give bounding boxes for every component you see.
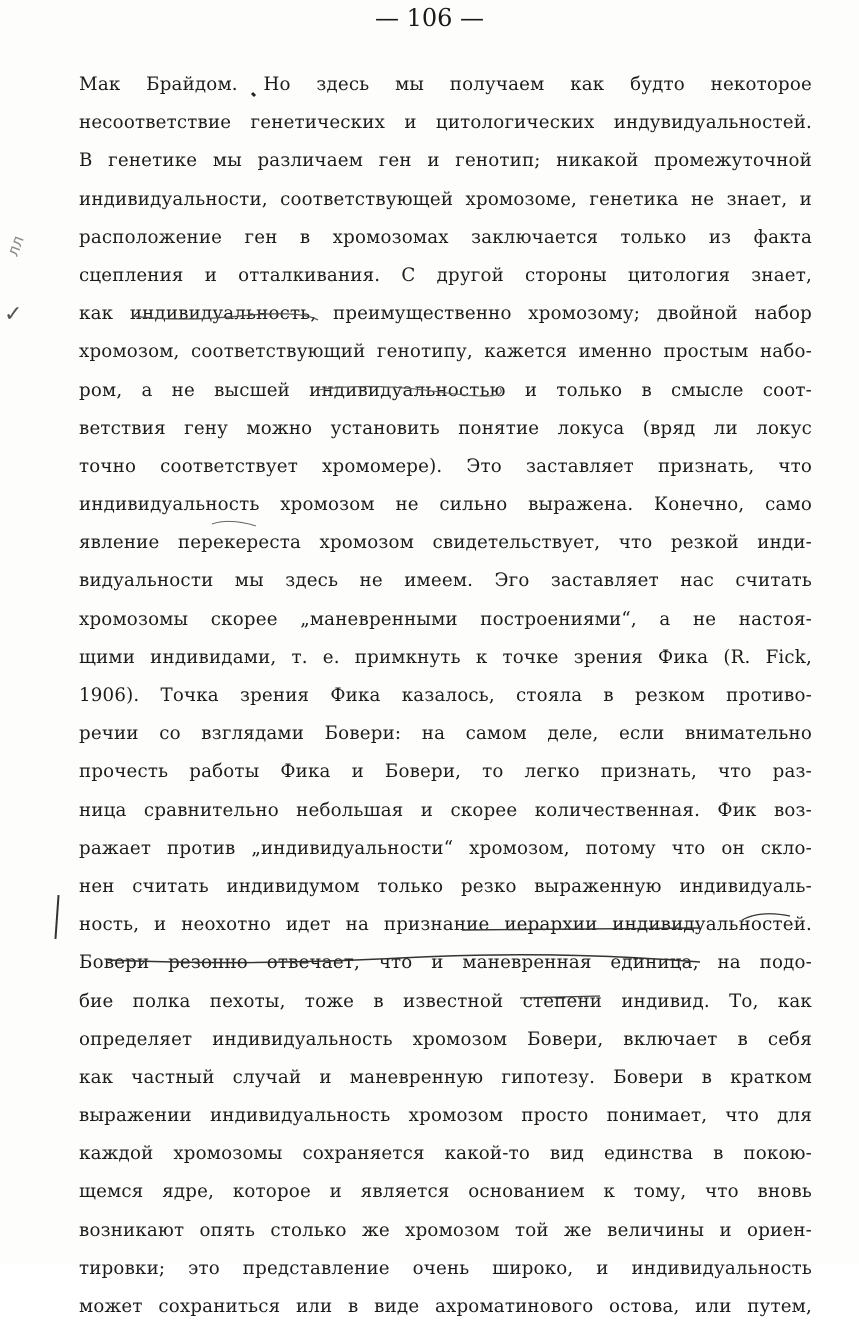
margin-bar-mark — [54, 895, 59, 939]
text-line: бие полка пехоты, тоже в известной степени индивид. То, как — [79, 990, 812, 1012]
text-line: В генетике мы различаем ген и генотип; никакой промежуточной — [79, 150, 812, 172]
margin-checkmark: ✓ — [4, 302, 23, 327]
text-line: Бовери резонно отвечает, что и маневренная единица, на подо- — [79, 952, 812, 974]
text-line: как частный случай и маневренную гипотезу. Бовери в кратком — [79, 1066, 812, 1088]
text-line: 1906). Точка зрения Фика казалось, стояла в резком противо- — [79, 685, 812, 706]
text-line: ность, и неохотно идет на признание иерархии индивидуальностей. — [79, 914, 812, 936]
text-line: нен считать индивидумом только резко выраженную индивидуаль- — [79, 875, 812, 897]
text-line: ром, а не высшей индивидуальностью и только в смысле соот- — [79, 379, 812, 401]
page-number: — 106 — — [374, 4, 485, 32]
text-line: выражении индивидуальность хромозом просто понимает, что для — [79, 1105, 812, 1127]
text-line: сцепления и отталкивания. С другой стороны цитология знает, — [79, 264, 812, 286]
body-text — [79, 66, 812, 1326]
text-line: возникают опять столько же хромозом той же величины и ориен- — [79, 1219, 812, 1241]
text-line: несоответствие генетических и цитологических индувидуальностей. — [79, 112, 812, 134]
text-line: щими индивидами, т. е. примкнуть к точке зрения Фика (R. Fick, — [79, 646, 812, 668]
text-line: Мак Брайдом. Но здесь мы получаем как будто некоторое — [79, 74, 812, 95]
text-line: прочесть работы Фика и Бовери, то легко признать, что раз- — [79, 761, 812, 783]
text-line: может сохраниться или в виде ахроматинового остова, или путем, — [79, 1296, 812, 1317]
text-line: речии со взглядами Бовери: на самом деле, если внимательно — [79, 723, 812, 745]
text-line: явление перекереста хромозом свидетельствует, что резкой инди- — [79, 532, 812, 554]
text-line: хромозом, соответствующий генотипу, кажется именно простым набо- — [79, 341, 812, 363]
text-line: видуальности мы здесь не имеем. Эго заставляет нас считать — [79, 570, 812, 592]
text-line: щемся ядре, которое и является основанием к тому, что вновь — [79, 1181, 812, 1203]
text-line: как индивидуальность, преимущественно хромозому; двойной набор — [79, 303, 812, 325]
text-line: ражает против „индивидуальности“ хромозом, потому что он скло- — [79, 837, 812, 859]
text-line: хромозомы скорее „маневренными построениями“, а не настоя- — [79, 608, 812, 630]
text-line: расположение ген в хромозомах заключается только из факта — [79, 226, 812, 248]
text-line: ветствия гену можно установить понятие локуса (вряд ли локус — [79, 417, 812, 439]
margin-note-pencil: лл — [2, 233, 28, 259]
text-line: индивидуальность хромозом не сильно выражена. Конечно, само — [79, 494, 812, 516]
text-line: определяет индивидуальность хромозом Бовери, включает в себя — [79, 1028, 812, 1050]
text-line: точно соответствует хромомере). Это заставляет признать, что — [79, 455, 812, 477]
text-line: индивидуальности, соответствующей хромозоме, генетика не знает, и — [79, 188, 812, 210]
text-line: тировки; это представление очень широко, и индивидуальность — [79, 1257, 812, 1279]
text-line: каждой хромозомы сохраняется какой-то вид единства в покою- — [79, 1143, 812, 1165]
text-line: ница сравнительно небольшая и скорее количественная. Фик воз- — [79, 799, 812, 821]
